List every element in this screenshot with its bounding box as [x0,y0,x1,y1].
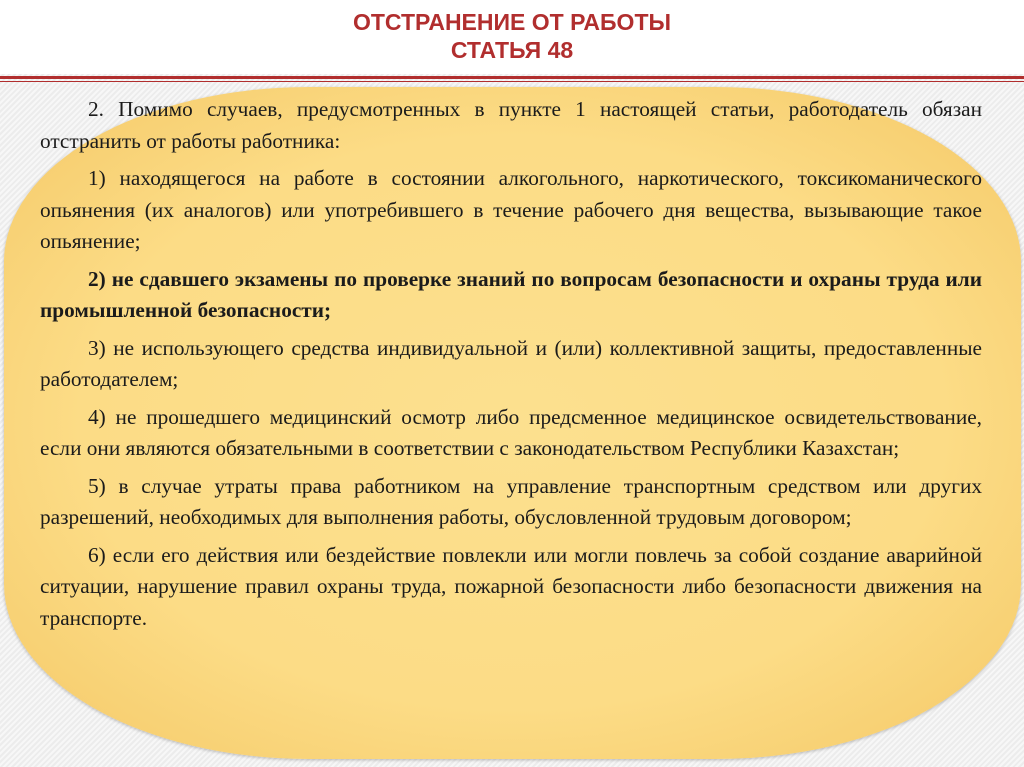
paragraph-item-5: 5) в случае утраты права работником на управление транспортным средством или других разрешений, необходимых для выполнения работы, обусловленной трудовым договором; [40,473,982,529]
slide-header [0,0,1024,74]
paragraph-item-2: 2) не сдавшего экзамены по проверке знаний по вопросам безопасности и охраны труда или промышленной безопасности; [40,266,982,322]
paragraph-intro: 2. Помимо случаев, предусмотренных в пункте 1 настоящей статьи, работодатель обязан отстранить от работы работника: [40,97,982,153]
slide-title [0,8,1024,64]
header-rule [0,76,1024,79]
slide-title-line-1: ОТСТРАНЕНИЕ ОТ РАБОТЫ [352,9,672,35]
paragraph-item-1: 1) находящегося на работе в состоянии алкогольного, наркотического, токсикоманического опьянения (их аналогов) или употребившего в течение рабочего дня вещества, вызывающие такое опьянение; [40,166,982,253]
paragraph-item-4: 4) не прошедшего медицинский осмотр либо предсменное медицинское освидетельствование, если они являются обязательными в соответствии с законодательством Республики Казахстан; [40,404,982,460]
header-rule-thin [0,81,1024,82]
paragraph-item-3: 3) не использующего средства индивидуальной и (или) коллективной защиты, предоставленные работодателем; [40,335,982,391]
paragraph-item-6: 6) если его действия или бездействие повлекли или могли повлечь за собой создание аварийной ситуации, нарушение правил охраны труда, пожарной безопасности либо безопасности движения на транспорте. [40,542,982,630]
slide-title-line-2: СТАТЬЯ 48 [450,37,574,63]
article-text [40,94,982,640]
